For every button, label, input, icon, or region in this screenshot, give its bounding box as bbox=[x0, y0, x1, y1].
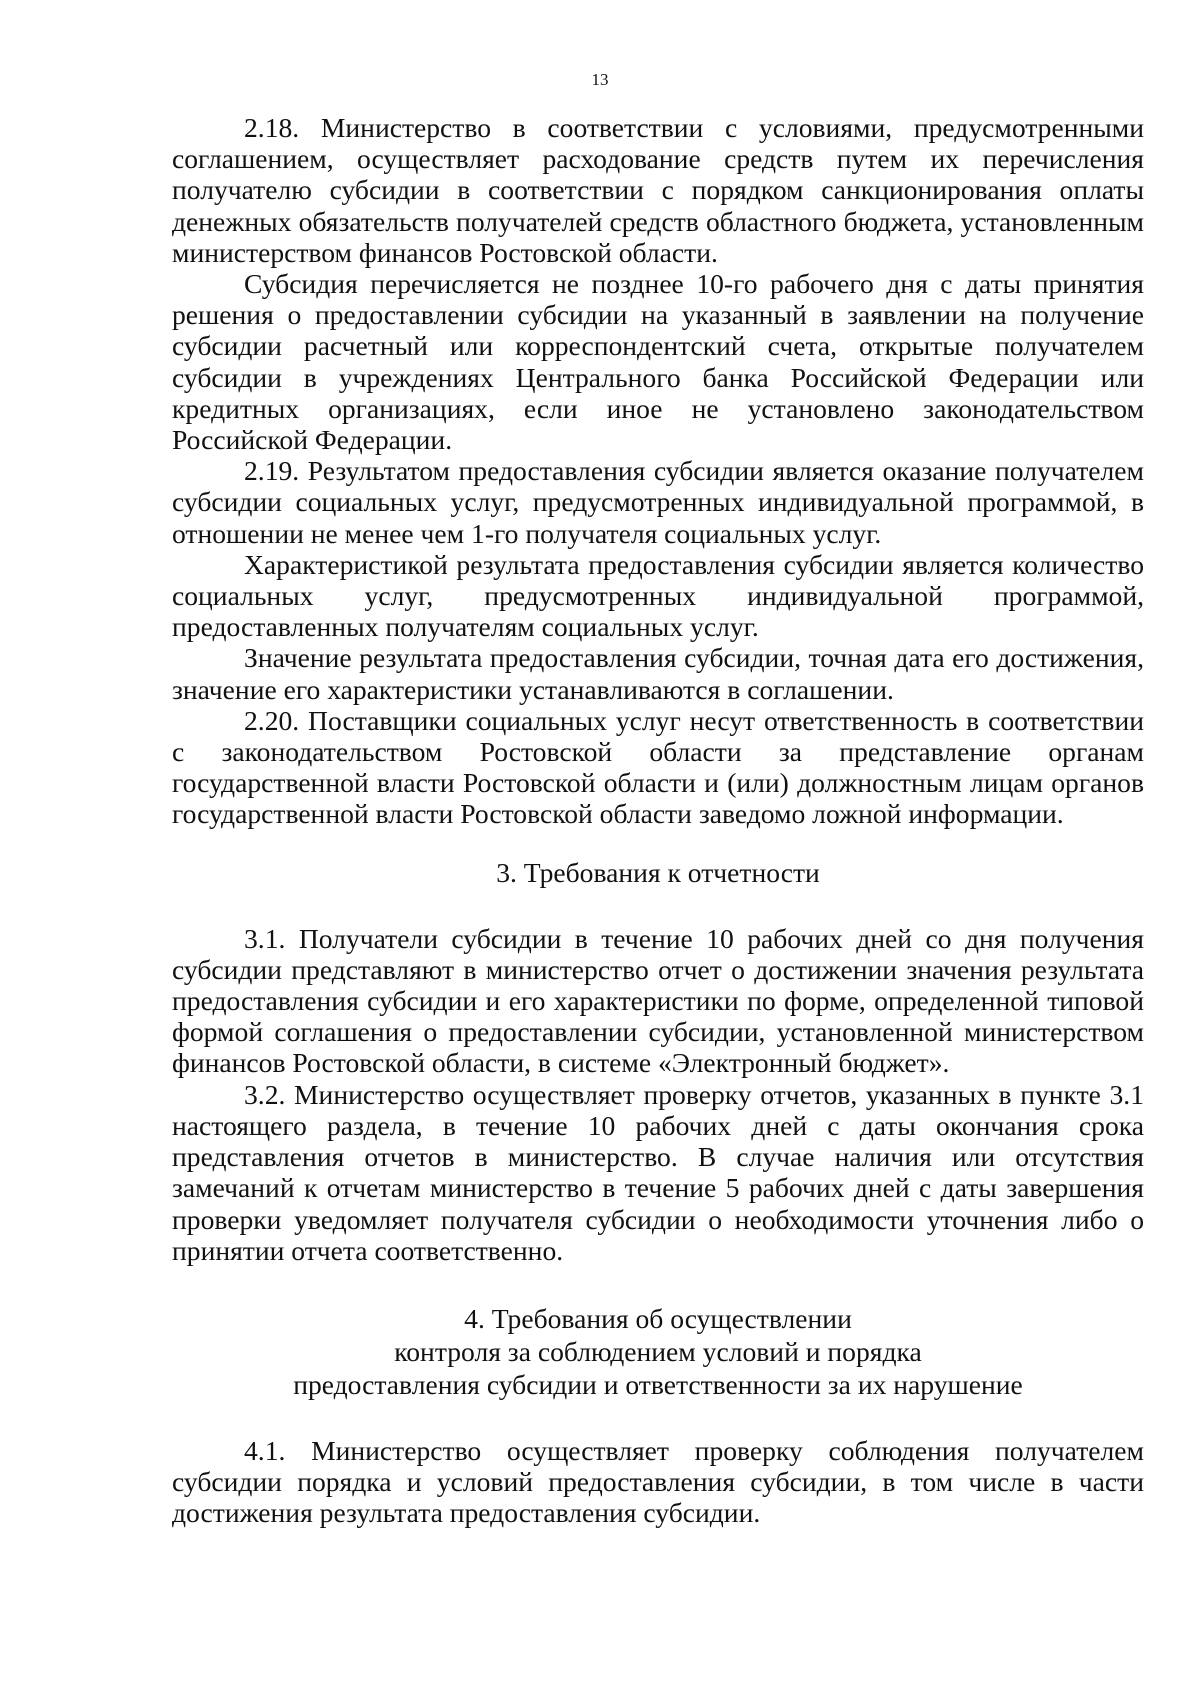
document-body bbox=[172, 112, 1144, 1529]
paragraph-3-1: 3.1. Получатели субсидии в течение 10 рабочих дней со дня получения субсидии представляют в министерство отчет о достижении значения результата предоставления субсидии и его характеристики по форме, определенной типовой формой соглашения о предоставлении субсидии, установленной министерством финансов Ростовской области, в системе «Электронный бюджет». bbox=[172, 922, 1144, 1079]
section-4-heading-line: контроля за соблюдением условий и порядка bbox=[394, 1335, 922, 1367]
paragraph-2-20: 2.20. Поставщики социальных услуг несут ответственность в соответствии с законодательством Ростовской области за представление органам государственной власти Ростовской области и (или) должностным лицам органов государственной власти Ростовской области заведомо ложной информации. bbox=[172, 704, 1144, 830]
paragraph-result-value: Значение результата предоставления субсидии, точная дата его достижения, значение его характеристики устанавливаются в соглашении. bbox=[172, 642, 1144, 705]
section-4-heading-line: предоставления субсидии и ответственности за их нарушение bbox=[293, 1368, 1023, 1400]
section-4-heading-line: 4. Требования об осуществлении bbox=[464, 1302, 852, 1334]
page-number: 13 bbox=[591, 70, 609, 89]
paragraph-2-19: 2.19. Результатом предоставления субсидии является оказание получателем субсидии социальных услуг, предусмотренных индивидуальной программой, в отношении не менее чем 1-го получателя социальных услуг. bbox=[172, 455, 1144, 549]
paragraph-2-18: 2.18. Министерство в соответствии с условиями, предусмотренными соглашением, осуществляет расходование средств путем их перечисления получателю субсидии в соответствии с порядком санкционирования оплаты денежных обязательств получателей средств областного бюджета, установленным министерством финансов Ростовской области. bbox=[172, 112, 1144, 268]
paragraph-result-characteristic: Характеристикой результата предоставления субсидии является количество социальных услуг, предусмотренных индивидуальной программой, предоставленных получателям социальных услуг. bbox=[172, 548, 1144, 643]
paragraph-subsidy-transfer: Субсидия перечисляется не позднее 10-го рабочего дня с даты принятия решения о предоставлении субсидии на указанный в заявлении на получение субсидии расчетный или корреспондентский счета, открытые получателем субсидии в учреждениях Центрального банка Российской Федерации или кредитных организациях, если иное не установлено законодательством Российской Федерации. bbox=[172, 268, 1144, 456]
section-3-heading: 3. Требования к отчетности bbox=[496, 856, 820, 888]
paragraph-4-1: 4.1. Министерство осуществляет проверку соблюдения получателем субсидии порядка и условий предоставления субсидии, в том числе в части достижения результата предоставления субсидии. bbox=[172, 1434, 1144, 1529]
section-4-heading bbox=[172, 1302, 1144, 1401]
paragraph-3-2: 3.2. Министерство осуществляет проверку отчетов, указанных в пункте 3.1 настоящего раздела, в течение 10 рабочих дней с даты окончания срока представления отчетов в министерство. В случае наличия или отсутствия замечаний к отчетам министерство в течение 5 рабочих дней с даты завершения проверки уведомляет получателя субсидии о необходимости уточнения либо о принятии отчета соответственно. bbox=[172, 1078, 1144, 1266]
